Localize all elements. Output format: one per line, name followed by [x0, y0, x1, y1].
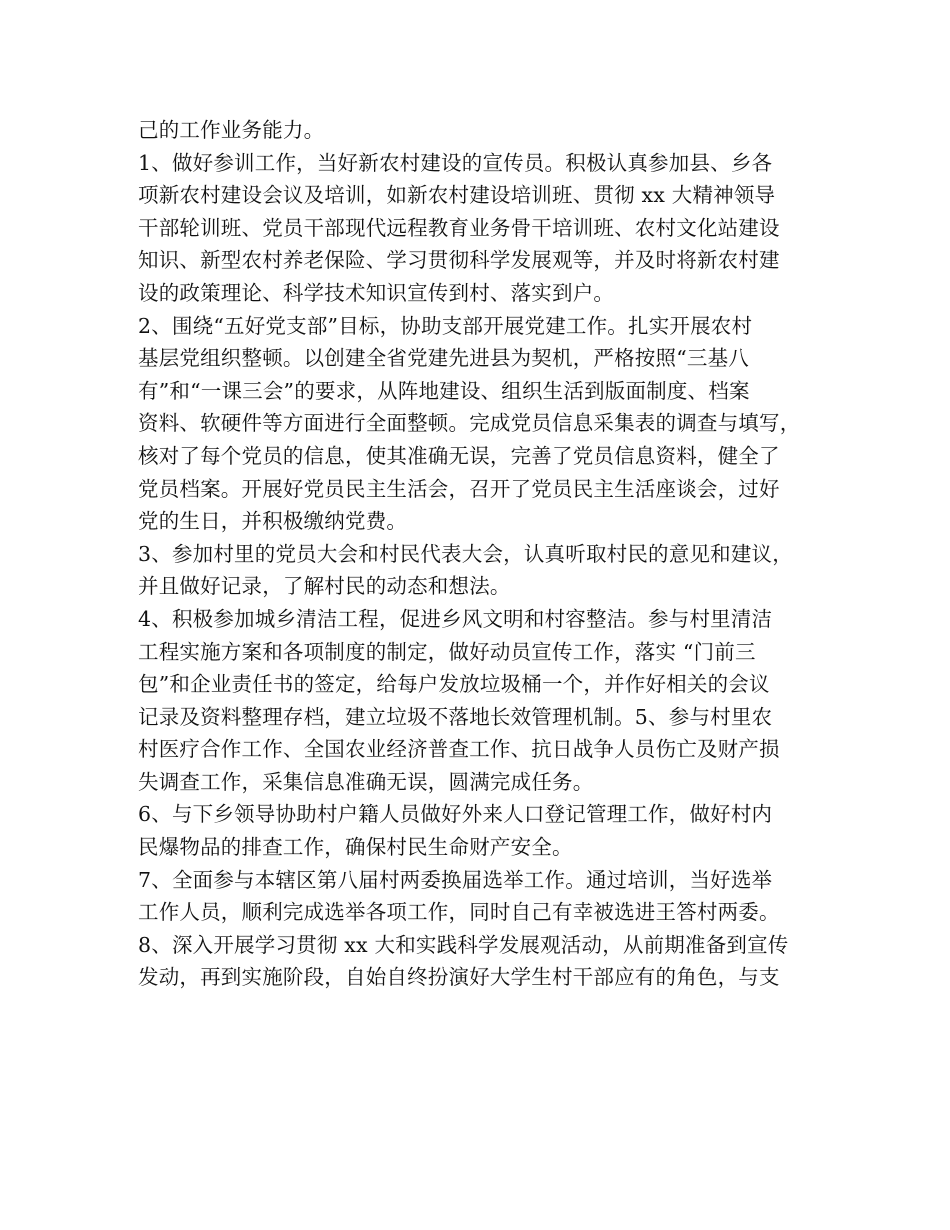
- text-line: 党的生日，并积极缴纳党费。: [138, 509, 408, 534]
- text-line: 2、围绕“五好党支部”目标，协助支部开展党建工作。扎实开展农村: [138, 313, 753, 338]
- text-line: 3、参加村里的党员大会和村民代表大会，认真听取村民的意见和建议，: [138, 541, 793, 566]
- text-line: 项新农村建设会议及培训，如新农村建设培训班、贯彻 xx 大精神领导: [138, 183, 776, 208]
- text-line: 知识、新型农村养老保险、学习贯彻科学发展观等，并及时将新农村建: [138, 248, 780, 273]
- text-line: 民爆物品的排查工作，确保村民生命财产安全。: [138, 835, 573, 860]
- text-line: 失调查工作，采集信息准确无误，圆满完成任务。: [138, 769, 594, 794]
- text-line: 干部轮训班、党员干部现代远程教育业务骨干培训班、农村文化站建设: [138, 215, 780, 240]
- text-line: 1、做好参训工作，当好新农村建设的宣传员。积极认真参加县、乡各: [138, 150, 773, 175]
- text-line: 己的工作业务能力。: [138, 118, 325, 142]
- text-line: 记录及资料整理存档，建立垃圾不落地长效管理机制。5、参与村里农: [138, 704, 773, 729]
- text-line: 工作人员，顺利完成选举各项工作，同时自己有幸被选进王答村两委。: [138, 900, 780, 925]
- text-line: 7、全面参与本辖区第八届村两委换届选举工作。通过培训，当好选举: [138, 867, 773, 892]
- text-line: 党员档案。开展好党员民主生活会，召开了党员民主生活座谈会，过好: [138, 476, 780, 501]
- text-line: 有”和“一课三会”的要求，从阵地建设、组织生活到版面制度、档案: [138, 378, 750, 403]
- document-body: [138, 114, 818, 994]
- text-line: 基层党组织整顿。以创建全省党建先进县为契机，严格按照“三基八: [138, 346, 749, 371]
- text-line: 工程实施方案和各项制度的制定，做好动员宣传工作，落实 “门前三: [138, 639, 756, 664]
- text-line: 发动，再到实施阶段，自始自终扮演好大学生村干部应有的角色，与支: [138, 965, 780, 990]
- text-line: 包”和企业责任书的签定，给每户发放垃圾桶一个，并作好相关的会议: [138, 672, 770, 697]
- text-line: 设的政策理论、科学技术知识宣传到村、落实到户。: [138, 280, 615, 305]
- text-line: 4、积极参加城乡清洁工程，促进乡风文明和村容整洁。参与村里清洁: [138, 606, 773, 631]
- text-line: 6、与下乡领导协助村户籍人员做好外来人口登记管理工作，做好村内: [138, 802, 773, 827]
- text-line: 8、深入开展学习贯彻 xx 大和实践科学发展观活动，从前期准备到宣传: [138, 932, 789, 957]
- text-line: 资料、软硬件等方面进行全面整顿。完成党员信息采集表的调查与填写，: [138, 411, 801, 436]
- text-line: 村医疗合作工作、全国农业经济普查工作、抗日战争人员伤亡及财产损: [138, 737, 780, 762]
- text-line: 核对了每个党员的信息，使其准确无误，完善了党员信息资料，健全了: [138, 443, 780, 468]
- text-line: 并且做好记录，了解村民的动态和想法。: [138, 574, 511, 599]
